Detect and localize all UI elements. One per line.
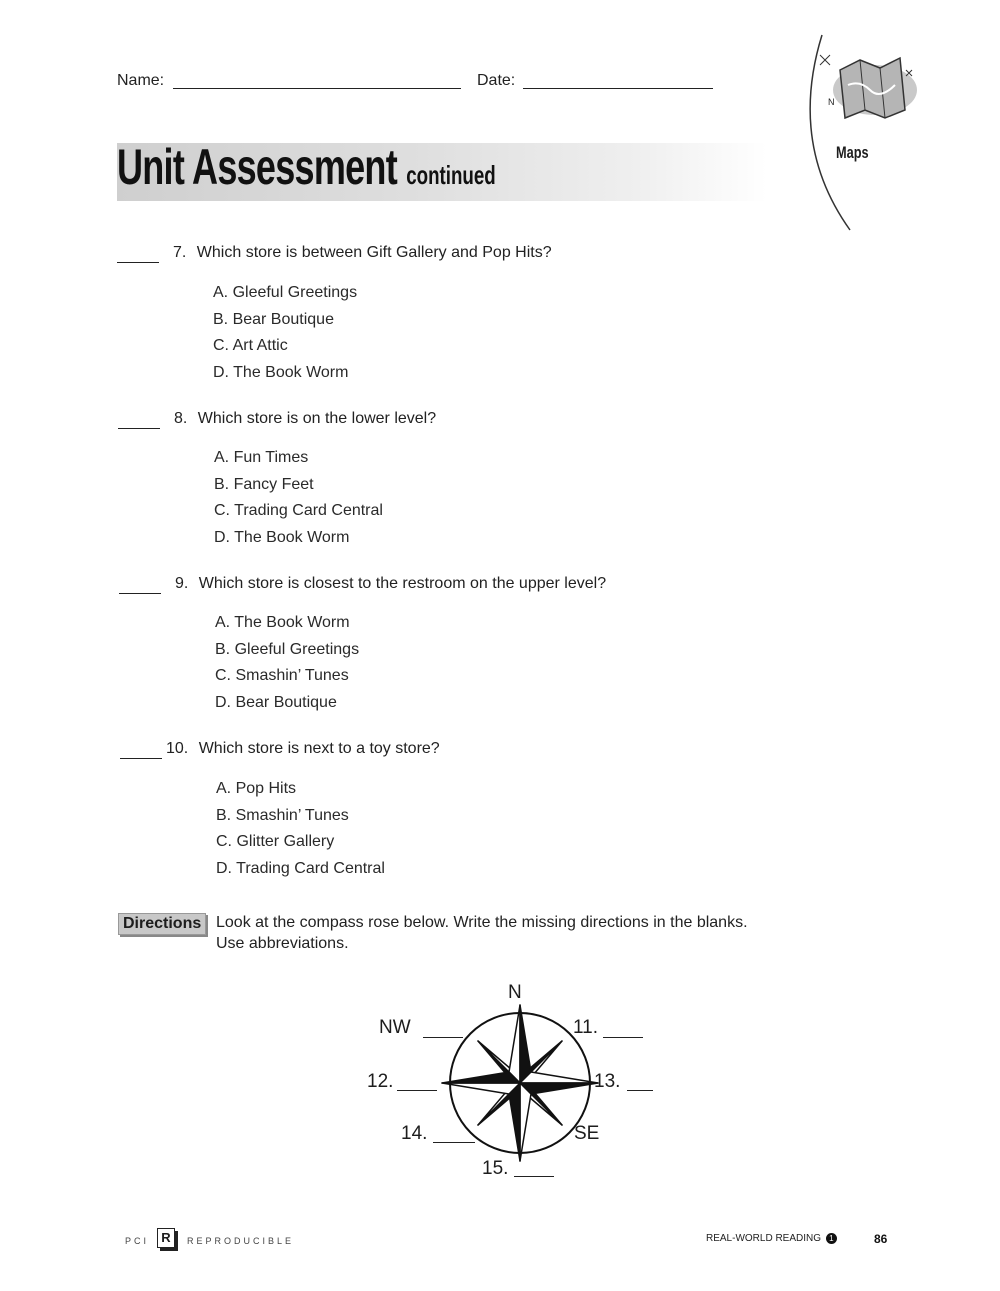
- compass-q15-label: 15.: [482, 1158, 509, 1179]
- option-c: C. Trading Card Central: [214, 502, 383, 519]
- options-10: [216, 776, 385, 882]
- answer-blank-7[interactable]: [117, 261, 159, 263]
- directions-tag: Directions: [118, 913, 206, 935]
- date-label: Date:: [477, 72, 516, 89]
- name-label: Name:: [117, 72, 165, 89]
- directions-text: Look at the compass rose below. Write the missing directions in the blanks. Use abbreviations.: [216, 914, 748, 952]
- option-b: B. Smashin’ Tunes: [216, 806, 349, 824]
- option-d: D. Bear Boutique: [215, 693, 337, 711]
- option-d: D. The Book Worm: [214, 528, 350, 546]
- answer-blank-10[interactable]: [120, 757, 162, 759]
- question-number: 8.: [174, 410, 188, 427]
- option-c: C. Glitter Gallery: [216, 833, 335, 850]
- footer-pci: PCI: [125, 1236, 150, 1246]
- options-8: [214, 445, 383, 551]
- question-text: Which store is on the lower level?: [197, 410, 437, 427]
- compass-nw-line: [423, 1036, 463, 1038]
- page-number: 86: [874, 1232, 888, 1246]
- answer-blank-9[interactable]: [119, 592, 161, 594]
- option-a: A. Pop Hits: [216, 780, 297, 797]
- footer-book: [706, 1233, 837, 1244]
- question-8: [174, 410, 436, 428]
- compass-q11-label: 11.: [573, 1017, 599, 1038]
- answer-blank-13[interactable]: [627, 1089, 653, 1091]
- title-main-text: Unit Assessment: [117, 139, 397, 195]
- question-7: [173, 244, 552, 262]
- answer-blank-11[interactable]: [603, 1036, 643, 1038]
- question-text: Which store is between Gift Gallery and Pop Hits?: [196, 244, 552, 261]
- question-text: Which store is next to a toy store?: [198, 740, 440, 757]
- option-b: B. Bear Boutique: [213, 310, 334, 328]
- footer-reproducible: REPRODUCIBLE: [187, 1236, 295, 1246]
- page-title: [117, 138, 496, 196]
- question-9: [175, 575, 606, 593]
- answer-blank-8[interactable]: [118, 427, 160, 429]
- question-number: 10.: [166, 740, 189, 757]
- footer-book-number: 1: [826, 1233, 837, 1244]
- maps-tab-icon: [800, 30, 920, 240]
- question-number: 9.: [175, 575, 189, 592]
- option-a: A. The Book Worm: [215, 614, 350, 631]
- option-d: D. The Book Worm: [213, 363, 349, 381]
- compass-q12-label: 12.: [367, 1071, 394, 1092]
- question-10: [166, 740, 440, 758]
- option-c: C. Art Attic: [213, 337, 288, 354]
- compass-q13-label: 13.: [594, 1071, 621, 1092]
- options-7: [213, 280, 357, 386]
- compass-q14-label: 14.: [401, 1123, 428, 1144]
- publisher-logo: R: [157, 1228, 175, 1248]
- compass-northwest-label: NW: [379, 1017, 411, 1038]
- compass-north-label: N: [508, 982, 522, 1003]
- svg-text:N: N: [828, 97, 835, 107]
- option-c: C. Smashin’ Tunes: [215, 667, 349, 684]
- options-9: [215, 610, 359, 716]
- option-b: B. Fancy Feet: [214, 475, 314, 493]
- answer-blank-15[interactable]: [514, 1175, 554, 1177]
- option-b: B. Gleeful Greetings: [215, 640, 360, 658]
- footer-book-title: REAL-WORLD READING: [706, 1233, 822, 1244]
- section-tab-label: Maps: [836, 143, 869, 162]
- option-d: D. Trading Card Central: [216, 859, 385, 877]
- question-text: Which store is closest to the restroom on the upper level?: [198, 575, 607, 592]
- question-number: 7.: [173, 244, 187, 261]
- date-field[interactable]: [523, 76, 713, 89]
- answer-blank-12[interactable]: [397, 1089, 437, 1091]
- compass-southeast-label: SE: [574, 1123, 600, 1144]
- option-a: A. Gleeful Greetings: [213, 284, 358, 301]
- answer-blank-14[interactable]: [433, 1141, 475, 1143]
- title-sub-text: continued: [406, 160, 496, 190]
- name-field[interactable]: [173, 76, 461, 89]
- option-a: A. Fun Times: [214, 449, 309, 466]
